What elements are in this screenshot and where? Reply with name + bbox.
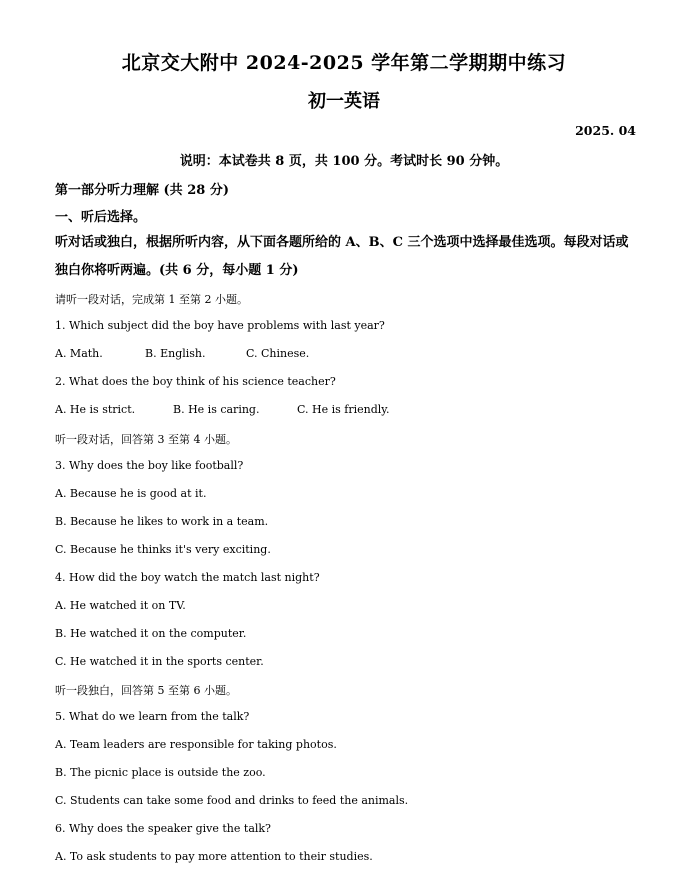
q4-option-a: A. He watched it on TV. (55, 599, 186, 612)
q5-question: 5. What do we learn from the talk? (55, 710, 250, 723)
q5-option-b: B. The picnic place is outside the zoo. (55, 766, 266, 779)
q4-question: 4. How did the boy watch the match last night? (55, 571, 320, 584)
q1-option-a: A. Math. (55, 347, 103, 360)
q2-option-b: B. He is caring. (173, 403, 260, 416)
q3-option-c: C. Because he thinks it's very exciting. (55, 543, 271, 556)
dialog2-intro: 听一段对话，回答第 3 至第 4 小题。 (55, 433, 237, 446)
q2-option-a: A. He is strict. (55, 403, 136, 416)
exam-date: 2025. 04 (575, 123, 636, 138)
q6-option-a: A. To ask students to pay more attention to their studies. (55, 850, 373, 863)
q2-question: 2. What does the boy think of his science teacher? (55, 375, 336, 388)
q1-question: 1. Which subject did the boy have problems with last year? (55, 319, 385, 332)
q1-option-c: C. Chinese. (246, 347, 310, 360)
q3-question: 3. Why does the boy like football? (55, 459, 244, 472)
q5-option-a: A. Team leaders are responsible for taking photos. (55, 738, 337, 751)
section-instructions: 听对话或独白，根据所听内容，从下面各题所给的 A、B、C 三个选项中选择最佳选项。每段对话或独白你将听两遍。(共 6 分，每小题 1 分) (55, 235, 629, 278)
q4-option-b: B. He watched it on the computer. (55, 627, 247, 640)
q5-option-c: C. Students can take some food and drinks to feed the animals. (55, 794, 409, 807)
exam-subtitle: 初一英语 (308, 91, 380, 112)
q1-option-b: B. English. (145, 347, 206, 360)
part1-heading: 第一部分听力理解 (共 28 分) (55, 183, 229, 198)
q6-question: 6. Why does the speaker give the talk? (55, 822, 271, 835)
dialog1-intro: 请听一段对话，完成第 1 至第 2 小题。 (55, 293, 248, 306)
q4-option-c: C. He watched it in the sports center. (55, 655, 264, 668)
q3-option-a: A. Because he is good at it. (55, 487, 207, 500)
monolog-intro: 听一段独白，回答第 5 至第 6 小题。 (55, 684, 237, 697)
exam-title: 北京交大附中 2024-2025 学年第二学期期中练习 (121, 52, 567, 74)
q3-option-b: B. Because he likes to work in a team. (55, 515, 269, 528)
q2-option-c: C. He is friendly. (297, 403, 390, 416)
exam-note: 说明：本试卷共 8 页，共 100 分。考试时长 90 分钟。 (179, 154, 509, 169)
section-heading: 一、听后选择。 (55, 210, 147, 225)
